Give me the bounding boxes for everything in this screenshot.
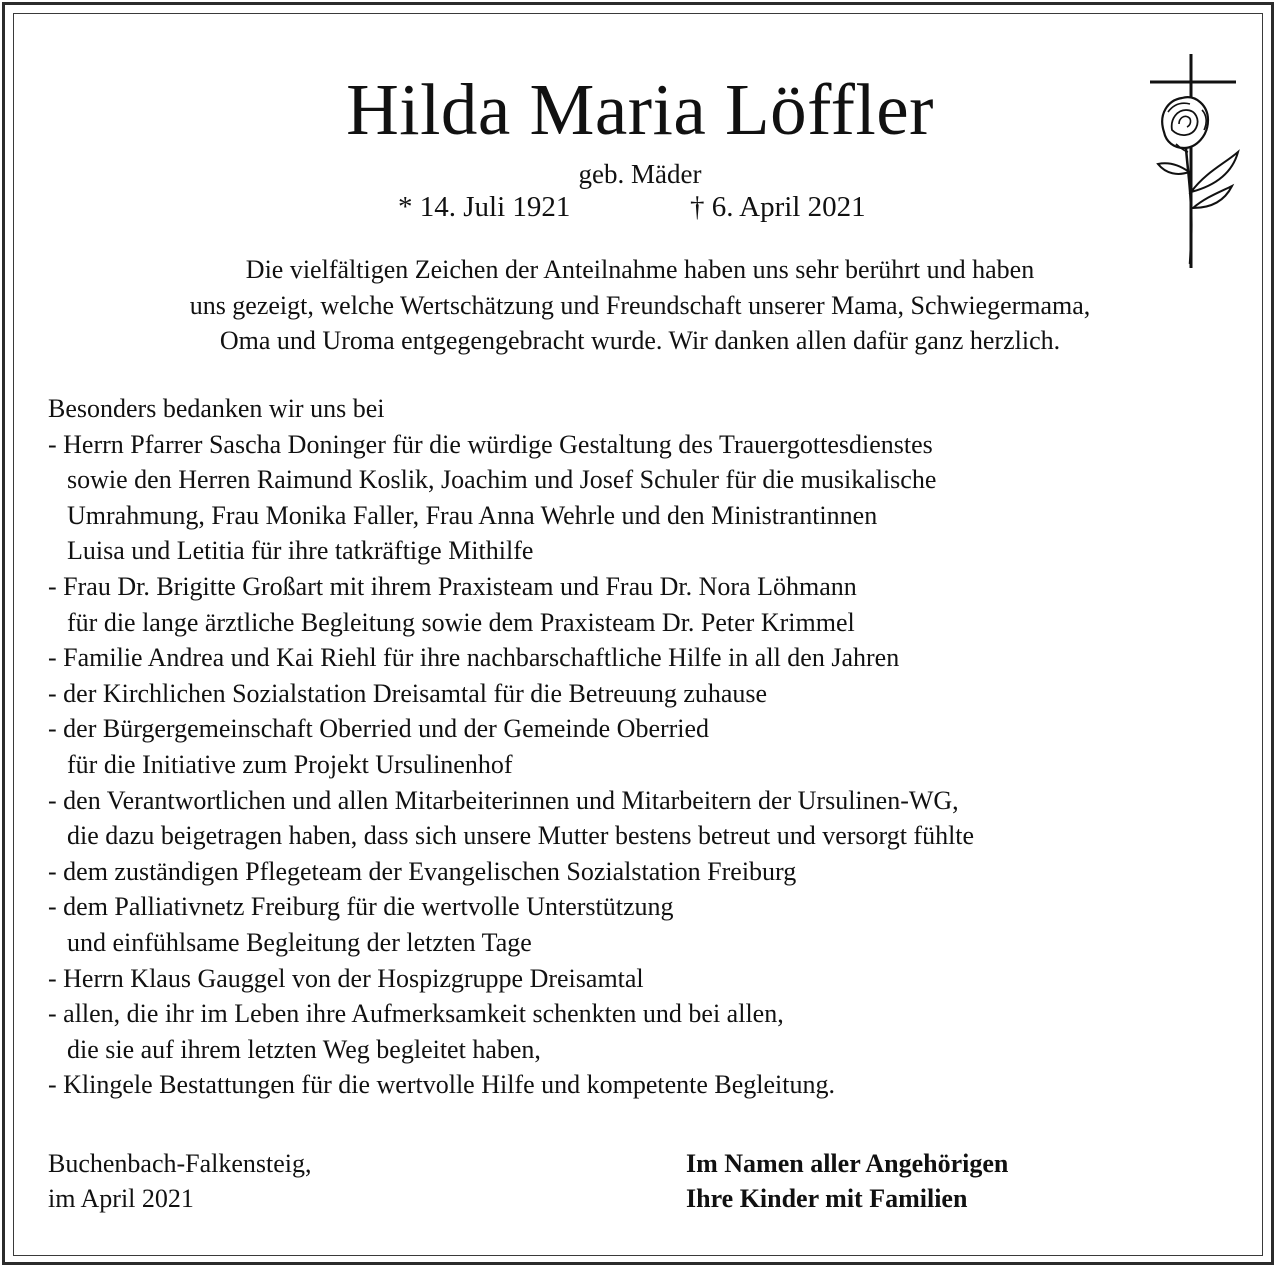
place-and-date xyxy=(48,1146,312,1216)
thanks-line: - dem Palliativnetz Freiburg für die wertvolle Unterstützung xyxy=(48,892,674,922)
thanks-line: - Herrn Pfarrer Sascha Doninger für die würdige Gestaltung des Trauergottesdienstes xyxy=(48,429,933,459)
thanks-line: - den Verantwortlichen und allen Mitarbeiterinnen und Mitarbeitern der Ursulinen-WG, xyxy=(48,785,959,815)
death-date: † 6. April 2021 xyxy=(690,191,866,223)
intro-line: uns gezeigt, welche Wertschätzung und Freundschaft unserer Mama, Schwiegermama, xyxy=(189,290,1091,320)
thanks-heading: Besonders bedanken wir uns bei xyxy=(48,394,385,423)
intro-line: Oma und Uroma entgegengebracht wurde. Wir danken allen dafür ganz herzlich. xyxy=(219,326,1061,355)
cross-with-rose-icon xyxy=(1146,52,1242,270)
maiden-name: geb. Mäder xyxy=(578,159,702,189)
signoff-line-1: Im Namen aller Angehörigen xyxy=(686,1149,1009,1178)
thanks-line: Umrahmung, Frau Monika Faller, Frau Anna Wehrle und den Ministrantinnen xyxy=(67,500,878,530)
thanks-line: - Klingele Bestattungen für die wertvolle Hilfe und kompetente Begleitung. xyxy=(48,1070,836,1100)
thanks-line: - dem zuständigen Pflegeteam der Evangelischen Sozialstation Freiburg xyxy=(48,856,797,886)
thanks-line: für die lange ärztliche Begleitung sowie dem Praxisteam Dr. Peter Krimmel xyxy=(67,607,855,637)
thanks-line: - allen, die ihr im Leben ihre Aufmerksamkeit schenkten und bei allen, xyxy=(48,999,784,1029)
thanks-line: und einfühlsame Begleitung der letzten Tage xyxy=(67,927,532,957)
thanks-line: die sie auf ihrem letzten Weg begleitet haben, xyxy=(67,1034,541,1064)
thanks-line: - Herrn Klaus Gauggel von der Hospizgruppe Dreisamtal xyxy=(48,963,644,993)
thanks-line: - Frau Dr. Brigitte Großart mit ihrem Praxisteam und Frau Dr. Nora Löhmann xyxy=(48,571,857,601)
intro-paragraph xyxy=(0,252,1280,359)
thanks-line: für die Initiative zum Projekt Ursulinenhof xyxy=(67,749,513,779)
family-signoff xyxy=(686,1146,1008,1216)
thanks-line: Luisa und Letitia für ihre tatkräftige Mithilfe xyxy=(67,536,534,566)
intro-line: Die vielfältigen Zeichen der Anteilnahme haben uns sehr berührt und haben xyxy=(245,255,1035,284)
birth-date: * 14. Juli 1921 xyxy=(398,191,571,223)
thanks-list xyxy=(48,391,1248,1103)
signoff-line-2: Ihre Kinder mit Familien xyxy=(686,1184,968,1213)
place-text: Buchenbach-Falkensteig, xyxy=(48,1149,312,1178)
deceased-name: Hilda Maria Löffler xyxy=(346,69,934,150)
thanks-line: - Familie Andrea und Kai Riehl für ihre nachbarschaftliche Hilfe in all den Jahren xyxy=(48,643,900,673)
thanks-line: - der Kirchlichen Sozialstation Dreisamtal für die Betreuung zuhause xyxy=(48,678,768,708)
thanks-line: die dazu beigetragen haben, dass sich unsere Mutter bestens betreut und versorgt fühlte xyxy=(67,821,975,851)
date-text: im April 2021 xyxy=(48,1184,194,1213)
thanks-line: sowie den Herren Raimund Koslik, Joachim und Josef Schuler für die musikalische xyxy=(67,465,937,495)
thanks-line: - der Bürgergemeinschaft Oberried und der Gemeinde Oberried xyxy=(48,714,710,744)
